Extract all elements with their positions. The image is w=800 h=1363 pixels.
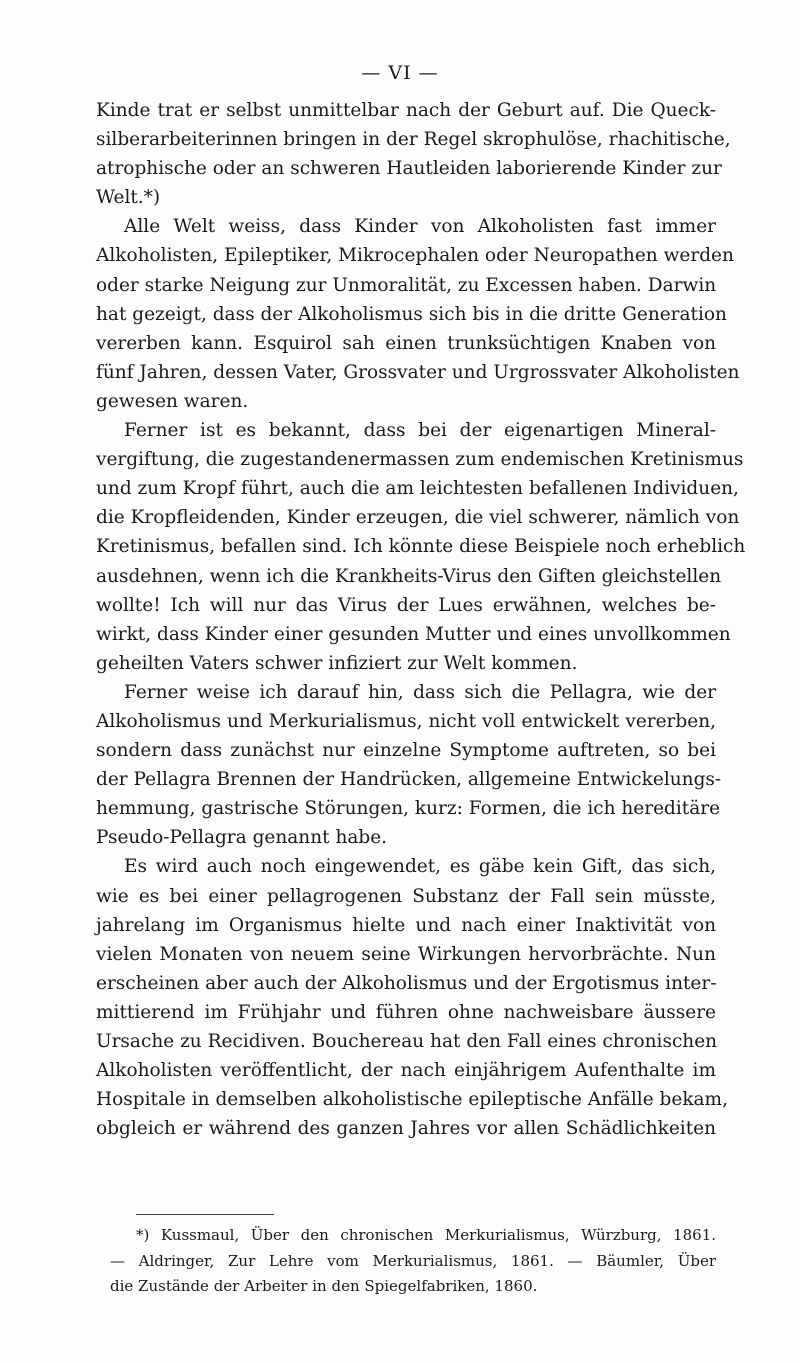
text-line: Es wird auch noch eingewendet, es gäbe kein Gift, das sich, — [124, 856, 716, 878]
text-line: gewesen waren. — [96, 390, 249, 412]
footnote-line: *) Kussmaul, Über den chronischen Merkurialismus, Würzburg, 1861. — [136, 1226, 716, 1244]
page-number: — VI — — [361, 62, 439, 84]
text-line: und zum Kropf führt, auch die am leichtesten befallenen Individuen, — [96, 478, 739, 500]
footnote-divider — [136, 1214, 274, 1215]
text-line: Welt.*) — [96, 187, 161, 209]
text-line: hemmung, gastrische Störungen, kurz: Formen, die ich hereditäre — [96, 798, 721, 820]
text-line: ausdehnen, wenn ich die Krankheits-Virus den Giften gleichstellen — [96, 565, 722, 587]
text-line: hat gezeigt, dass der Alkoholismus sich bis in die dritte Generation — [96, 303, 727, 325]
text-line: erscheinen aber auch der Alkoholismus und der Ergotismus inter- — [96, 972, 717, 994]
text-line: Kretinismus, befallen sind. Ich könnte diese Beispiele noch erheblich — [96, 536, 746, 558]
text-line: Alkoholismus und Merkurialismus, nicht voll entwickelt vererben, — [96, 710, 716, 732]
text-line: der Pellagra Brennen der Handrücken, allgemeine Entwickelungs- — [96, 769, 722, 791]
text-line: mittierend im Frühjahr und führen ohne nachweisbare äussere — [96, 1001, 716, 1023]
text-line: silberarbeiterinnen bringen in der Regel skrophulöse, rhachitische, — [96, 129, 731, 151]
text-line: geheilten Vaters schwer infiziert zur Welt kommen. — [96, 652, 578, 674]
text-line: Ursache zu Recidiven. Bouchereau hat den Fall eines chronischen — [96, 1031, 718, 1052]
footnote-line: die Zustände der Arbeiter in den Spiegelfabriken, 1860. — [110, 1277, 538, 1296]
text-line: wollte! Ich will nur das Virus der Lues erwähnen, welches be- — [96, 594, 716, 616]
text-line: jahrelang im Organismus hielte und nach einer Inaktivität von — [96, 914, 716, 936]
text-line: Alkoholisten veröffentlicht, der nach einjährigem Aufenthalte im — [96, 1060, 716, 1082]
text-line: oder starke Neigung zur Unmoralität, zu Excessen haben. Darwin — [96, 274, 717, 296]
text-line: Ferner ist es bekannt, dass bei der eigenartigen Mineral- — [124, 420, 716, 442]
text-line: vererben kann. Esquirol sah einen trunksüchtigen Knaben von — [96, 332, 716, 354]
text-line: obgleich er während des ganzen Jahres vor allen Schädlichkeiten — [96, 1118, 716, 1140]
text-line: vergiftung, die zugestandenermassen zum endemischen Kretinismus — [96, 449, 744, 471]
text-line: Alle Welt weiss, dass Kinder von Alkoholisten fast immer — [124, 216, 716, 238]
text-line: sondern dass zunächst nur einzelne Symptome auftreten, so bei — [96, 740, 716, 762]
text-line: Ferner weise ich darauf hin, dass sich die Pellagra, wie der — [124, 681, 716, 703]
text-line: wirkt, dass Kinder einer gesunden Mutter und eines unvollkommen — [96, 623, 731, 645]
text-line: Alkoholisten, Epileptiker, Mikrocephalen oder Neuropathen werden — [96, 245, 734, 267]
text-line: Pseudo-Pellagra genannt habe. — [96, 827, 388, 849]
text-line: Hospitale in demselben alkoholistische epileptische Anfälle bekam, — [96, 1089, 728, 1111]
footnote-line: — Aldringer, Zur Lehre vom Merkurialismus, 1861. — Bäumler, Über — [110, 1251, 716, 1270]
text-line: atrophische oder an schweren Hautleiden laborierende Kinder zur — [96, 158, 722, 180]
text-line: wie es bei einer pellagrogenen Substanz der Fall sein müsste, — [96, 885, 716, 907]
text-line: vielen Monaten von neuem seine Wirkungen hervorbrächte. Nun — [96, 943, 716, 965]
text-line: fünf Jahren, dessen Vater, Grossvater und Urgrossvater Alkoholisten — [96, 361, 740, 383]
text-line: die Kropfleidenden, Kinder erzeugen, die viel schwerer, nämlich von — [96, 507, 740, 529]
text-line: Kinde trat er selbst unmittelbar nach der Geburt auf. Die Queck- — [96, 100, 716, 121]
body-text — [96, 96, 746, 1143]
footnotes — [110, 1223, 716, 1300]
